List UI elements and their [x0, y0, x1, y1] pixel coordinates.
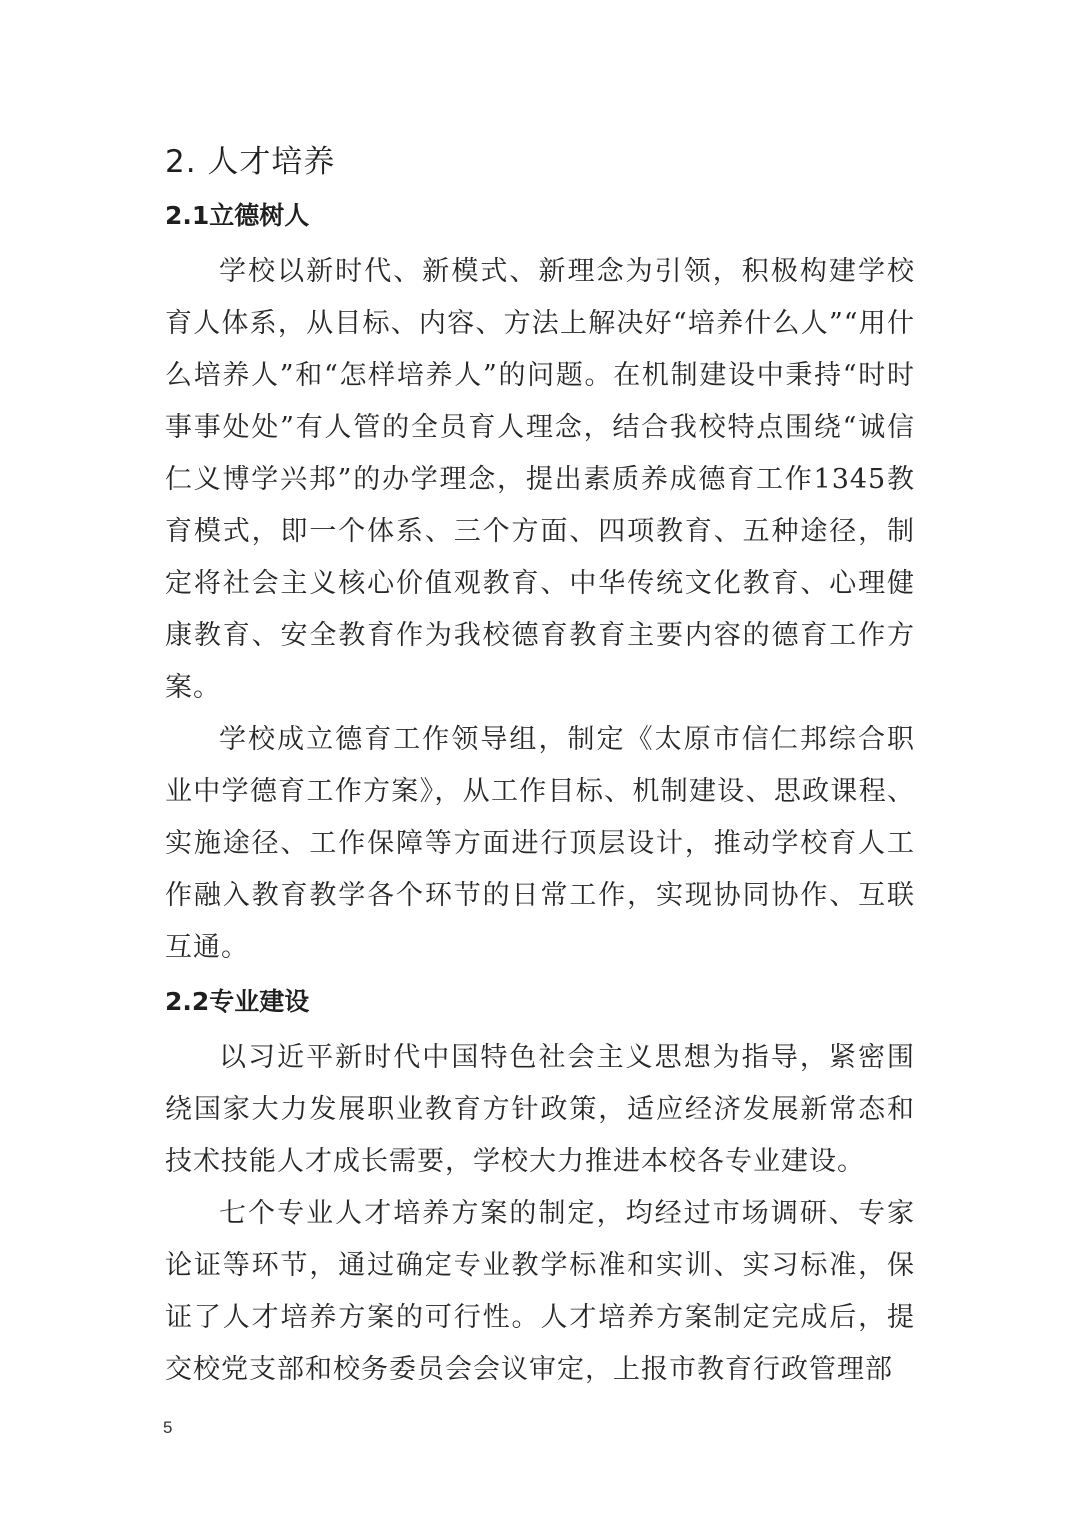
paragraph: 七个专业人才培养方案的制定，均经过市场调研、专家论证等环节，通过确定专业教学标准和实训、实习标准，保证了人才培养方案的可行性。人才培养方案制定完成后，提交校党支部和校务委员会会议审定，上报市教育行政管理部 — [165, 1198, 915, 1385]
subsection-title: 2.2专业建设 — [165, 987, 310, 1016]
page-content — [165, 140, 915, 1396]
paragraph: 以习近平新时代中国特色社会主义思想为指导，紧密围绕国家大力发展职业教育方针政策，适应经济发展新常态和技术技能人才成长需要，学校大力推进本校各专业建设。 — [165, 1042, 915, 1177]
section-moral-education — [165, 196, 915, 974]
section-major-construction — [165, 982, 915, 1396]
section-heading: 2. 人才培养 — [165, 144, 336, 180]
paragraph: 学校成立德育工作领导组，制定《太原市信仁邦综合职业中学德育工作方案》，从工作目标、机制建设、思政课程、实施途径、工作保障等方面进行顶层设计，推动学校育人工作融入教育教学各个环节的日常工作，实现协同协作、互联互通。 — [165, 724, 915, 963]
subsection-title: 2.1立德树人 — [165, 201, 310, 230]
paragraph: 学校以新时代、新模式、新理念为引领，积极构建学校育人体系，从目标、内容、方法上解决好“培养什么人”“用什么培养人”和“怎样培养人”的问题。在机制建设中秉持“时时事事处处”有人管的全员育人理念，结合我校特点围绕“诚信仁义博学兴邦”的办学理念，提出素质养成德育工作1345教育模式，即一个体系、三个方面、四项教育、五种途径，制定将社会主义核心价值观教育、中华传统文化教育、心理健康教育、安全教育作为我校德育教育主要内容的德育工作方案。 — [165, 256, 915, 703]
page-number: 5 — [163, 1418, 173, 1437]
